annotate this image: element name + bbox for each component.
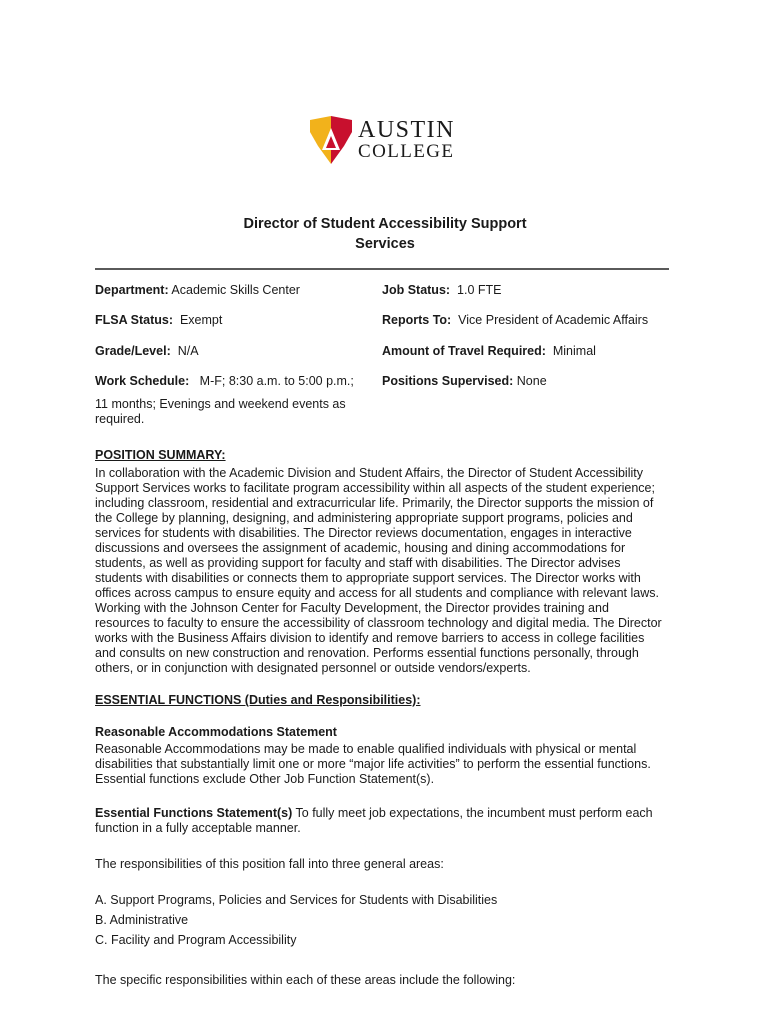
summary-line: offices across campus to ensure equity and access for all students and compliance with relevant laws. <box>95 586 659 600</box>
job-status-value: 1.0 FTE <box>457 283 502 297</box>
areas-intro: The responsibilities of this position fall into three general areas: <box>95 857 444 871</box>
essential-functions-statement-text: To fully meet job expectations, the incumbent must perform each <box>292 806 653 820</box>
summary-line: and consults on new construction and renovation. Performs essential functions personally, through <box>95 646 639 660</box>
reasonable-accommodations-title: Reasonable Accommodations Statement <box>95 725 337 739</box>
grade-label: Grade/Level: <box>95 344 171 358</box>
summary-line: others, or in conjunction with designated personnel or outside vendors/experts. <box>95 661 531 675</box>
essential-functions-statement-title: Essential Functions Statement(s) <box>95 806 293 820</box>
essential-functions-statement <box>95 806 653 821</box>
flsa-label: FLSA Status: <box>95 313 174 327</box>
travel-value: Minimal <box>552 344 596 358</box>
summary-line: In collaboration with the Academic Division and Student Affairs, the Director of Student Accessibility <box>95 466 643 480</box>
logo-wordmark-line2: COLLEGE <box>358 141 455 162</box>
flsa-field <box>95 312 222 328</box>
summary-line: students with disabilities or connects them to appropriate support services. The Director works with <box>95 571 641 585</box>
job-status-label: Job Status: <box>382 283 451 297</box>
summary-line: including classroom, residential and extracurricular life. Primarily, the Director supports the mission of <box>95 496 654 510</box>
essential-functions-statement-line2: function in a fully acceptable manner. <box>95 821 301 835</box>
summary-line: students, as well as providing support for faculty and staff with disabilities. The Director advises <box>95 556 621 570</box>
job-title-line1: Director of Student Accessibility Support <box>243 216 527 232</box>
supervised-field <box>382 373 547 389</box>
shield-icon <box>310 116 352 166</box>
logo-wordmark-line1: AUSTIN <box>358 117 455 143</box>
reports-to-field <box>382 312 648 328</box>
area-item: A. Support Programs, Policies and Services for Students with Disabilities <box>95 893 498 907</box>
summary-line: resources to faculty to ensure the accessibility of classroom technology and digital media. The Director <box>95 616 662 630</box>
schedule-continuation-2: required. <box>95 412 145 426</box>
department-field <box>95 282 300 298</box>
schedule-value: M-F; 8:30 a.m. to 5:00 p.m.; <box>199 374 354 388</box>
summary-line: the College by planning, designing, and administering appropriate support programs, policies and <box>95 511 633 525</box>
grade-field <box>95 343 199 359</box>
specific-responsibilities-intro: The specific responsibilities within each of these areas include the following: <box>95 973 516 987</box>
position-summary-heading: POSITION SUMMARY: <box>95 448 226 462</box>
department-value: Academic Skills Center <box>171 283 300 297</box>
summary-line: discussions and oversees the assignment of academic, housing and dining accommodations for <box>95 541 626 555</box>
title-divider <box>95 268 669 270</box>
summary-line: Support Services works to facilitate program accessibility within all aspects of the student experience; <box>95 481 655 495</box>
grade-value: N/A <box>177 344 199 358</box>
job-title-line2: Services <box>355 236 415 252</box>
austin-college-logo <box>310 116 460 168</box>
schedule-field <box>95 373 354 389</box>
accommodations-line: Reasonable Accommodations may be made to enable qualified individuals with physical or mental <box>95 742 637 756</box>
travel-field <box>382 343 596 359</box>
accommodations-line: disabilities that substantially limit one or more “major life activities” to perform the essential functions. <box>95 757 651 771</box>
summary-line: works with the Business Affairs division to identify and remove barriers to access in college facilities <box>95 631 645 645</box>
schedule-label: Work Schedule: <box>95 374 190 388</box>
flsa-value: Exempt <box>179 313 223 327</box>
summary-line: Working with the Johnson Center for Faculty Development, the Director provides training and <box>95 601 609 615</box>
essential-functions-heading: ESSENTIAL FUNCTIONS (Duties and Responsibilities): <box>95 693 421 707</box>
travel-label: Amount of Travel Required: <box>382 344 546 358</box>
reports-to-label: Reports To: <box>382 313 452 327</box>
reports-to-value: Vice President of Academic Affairs <box>458 313 649 327</box>
schedule-continuation-1: 11 months; Evenings and weekend events as <box>95 397 346 411</box>
area-item: B. Administrative <box>95 913 189 927</box>
department-label: Department: <box>95 283 169 297</box>
accommodations-line: Essential functions exclude Other Job Function Statement(s). <box>95 772 435 786</box>
summary-line: services for students with disabilities. The Director reviews documentation, engages in interactive <box>95 526 632 540</box>
supervised-value: None <box>516 374 547 388</box>
supervised-label: Positions Supervised: <box>382 374 514 388</box>
job-status-field <box>382 282 501 298</box>
area-item: C. Facility and Program Accessibility <box>95 933 297 947</box>
